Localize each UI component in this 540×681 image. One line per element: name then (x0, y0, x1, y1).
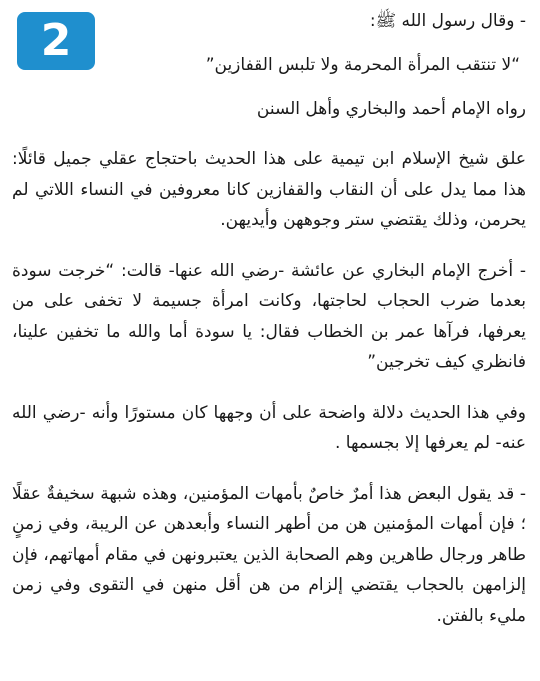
paragraph-ibn-taymiyyah: علق شيخ الإسلام ابن تيمية على هذا الحديث باحتجاج عقلي جميل قائلًا: هذا مما يدل على أن النقاب والقفازين كانا معروفين في النساء اللاتي لم يحرمن، وذلك يقتضي ستر وجوههن وأيديهن. (12, 149, 526, 230)
spacer (12, 80, 526, 94)
paragraph-evidence: وفي هذا الحديث دلالة واضحة على أن وجهها كان مستورًا وأنه -رضي الله عنه- لم يعرفها إلا بجسمها . (12, 402, 526, 453)
spacer (12, 36, 526, 50)
hadith-intro: - وقال رسول الله ﷺ: (369, 11, 526, 31)
spacer (12, 124, 526, 144)
page-number-badge: 2 (17, 12, 95, 70)
spacer (12, 236, 526, 256)
hadith-source: رواه الإمام أحمد والبخاري وأهل السنن (256, 99, 526, 119)
spacer (12, 459, 526, 479)
paragraph-bukhari-aisha: - أخرج الإمام البخاري عن عائشة -رضي الله عنها- قالت: “خرجت سودة بعدما ضرب الحجاب لحاجتها، وكانت امرأة جسيمة لا تخفى على من يعرفها، فرآها عمر بن الخطاب فقال: يا سودة أما والله ما تخفين علينا، فانظري كيف تخرجين” (12, 260, 526, 372)
spacer (12, 378, 526, 398)
document-body (12, 6, 526, 631)
paragraph-rebuttal: - قد يقول البعض هذا أمرٌ خاصٌ بأمهات المؤمنين، وهذه شبهة سخيفةٌ عقلًا ؛ فإن أمهات المؤمنين هن من أطهر النساء وأبعدهن عن الريبة، وفي زمنٍ طاهر ورجال طاهرين وهم الصحابة الذين يعتبرونهن في مقام أمهاتهم، فإن إلزامهن بالحجاب يقتضي إلزام من هن أقل منهن في التقوى وفي زمن مليء بالفتن. (12, 483, 526, 626)
hadith-quote: “لا تنتقب المرأة المحرمة ولا تلبس القفازين” (205, 55, 520, 75)
